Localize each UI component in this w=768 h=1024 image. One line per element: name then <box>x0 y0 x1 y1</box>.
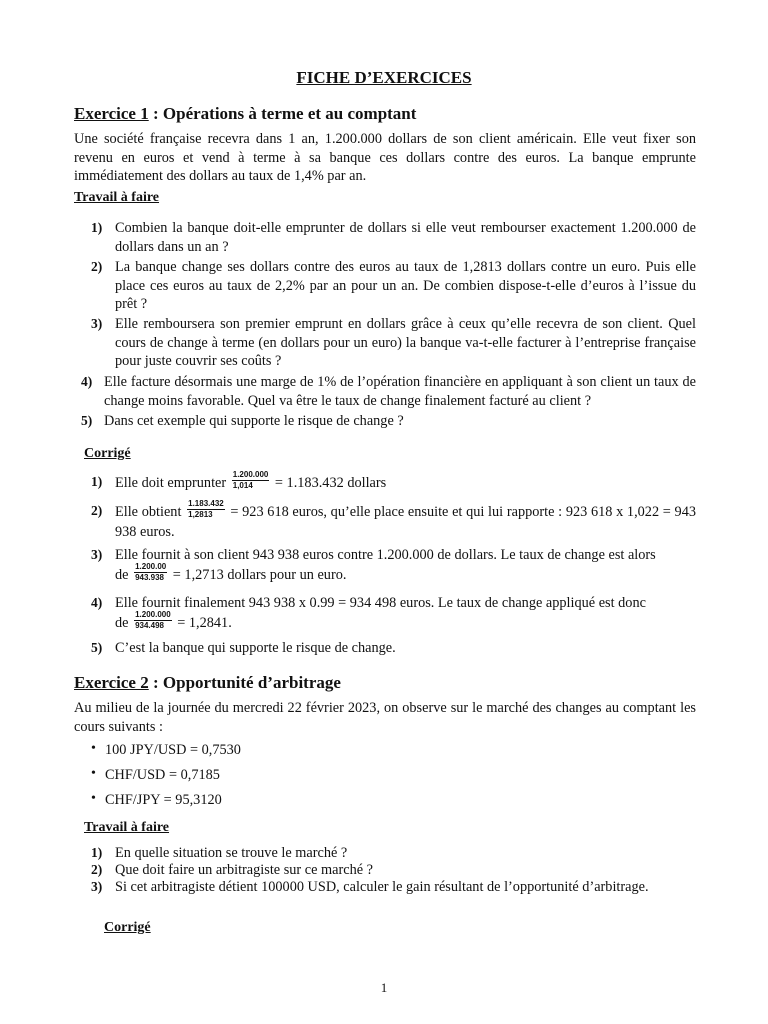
rate-item-1 <box>91 741 241 759</box>
exercise-1-question-5 <box>81 412 696 431</box>
answer-number: 3) <box>91 547 103 562</box>
question-number: 1) <box>91 845 103 860</box>
answer-text-before: Elle obtient <box>115 503 186 520</box>
exercise-1-label: Exercice 1 <box>74 104 149 123</box>
exercise-2-intro: Au milieu de la journée du mercredi 22 février 2023, on observe sur le marché des changes au comptant les cours suivants : <box>74 700 696 735</box>
answer-number: 5) <box>91 640 103 655</box>
fraction <box>232 470 270 491</box>
question-number: 1) <box>91 220 103 235</box>
exercise-1-intro: Une société française recevra dans 1 an, 1.200.000 dollars de son client américain. Elle veut fixer son revenu en euros et vend à terme à sa banque ces dollars contre des euros. La banque emprunte immédiatement des dollars au taux de 1,4% par an. <box>74 131 696 184</box>
answer-number: 4) <box>91 595 103 610</box>
fraction-denominator: 934.498 <box>135 620 164 630</box>
question-number: 4) <box>81 374 93 389</box>
exercise-1-heading <box>74 104 416 124</box>
bullet-glyph: • <box>91 741 96 756</box>
question-text: Elle remboursera son premier emprunt en dollars grâce à ceux qu’elle recevra de son client. Quel cours de change à terme (en dollars pour un euro) la banque va-t-elle facturer à l’entreprise française pour juste couvrir ses coûts ? <box>115 316 696 369</box>
exercise-2-heading <box>74 673 341 693</box>
exercise-2-travail-heading: Travail à faire <box>84 820 170 835</box>
fraction <box>134 610 172 631</box>
exercise-1-corrige-heading: Corrigé <box>84 446 131 461</box>
answer-text-before: Elle doit emprunter <box>115 474 230 491</box>
exercise-1-answer-5 <box>91 639 696 658</box>
exercise-2-label: Exercice 2 <box>74 673 149 692</box>
fraction-denominator: 1,2813 <box>188 510 213 519</box>
bullet-glyph: • <box>91 766 96 781</box>
rate-text: CHF/JPY = 95,3120 <box>105 792 222 808</box>
fraction-numerator: 1.200.000 <box>135 609 171 619</box>
rate-text: 100 JPY/USD = 0,7530 <box>105 742 241 758</box>
exercise-2-question-3 <box>91 878 696 897</box>
exercise-2-question-2 <box>91 861 696 880</box>
fraction-denominator: 943.938 <box>135 572 164 582</box>
answer-number: 1) <box>91 474 103 489</box>
exercise-1-question-2 <box>91 258 696 314</box>
question-text: Combien la banque doit-elle emprunter de dollars si elle veut rembourser exactement 1.200.000 de dollars dans un an ? <box>115 220 696 255</box>
answer-number: 2) <box>91 503 103 518</box>
rate-item-3 <box>91 791 222 809</box>
bullet-glyph: • <box>91 791 96 806</box>
answer-text: C’est la banque qui supporte le risque de change. <box>115 640 396 656</box>
fraction <box>187 499 225 520</box>
answer-text-after: = 923 618 euros, qu’elle place ensuite et qui lui rapporte : 923 618 x 1,022 = 943 938 euros. <box>115 503 696 540</box>
question-number: 2) <box>91 259 103 274</box>
fraction <box>134 562 167 583</box>
answer-text-after: = 1.183.432 dollars <box>271 474 387 491</box>
question-number: 3) <box>91 316 103 331</box>
question-text: Que doit faire un arbitragiste sur ce marché ? <box>115 862 374 878</box>
answer-line-1: Elle fournit à son client 943 938 euros contre 1.200.000 de dollars. Le taux de change est alors <box>115 547 656 563</box>
fraction-numerator: 1.200.000 <box>232 470 269 479</box>
exercise-1-question-3 <box>91 315 696 371</box>
exercise-2-question-1 <box>91 844 696 863</box>
fraction-denominator: 1,014 <box>232 481 253 490</box>
answer-text-before: de <box>115 566 133 583</box>
exercise-1-travail-heading: Travail à faire <box>74 190 160 205</box>
exercise-1-question-1 <box>91 219 696 256</box>
exercise-1-name: : Opérations à terme et au comptant <box>148 104 417 123</box>
question-number: 5) <box>81 413 93 428</box>
exercise-1-answer-3 <box>91 546 696 586</box>
page-title: FICHE D’EXERCICES <box>296 68 472 87</box>
answer-text-after: = 1,2713 dollars pour un euro. <box>169 566 347 583</box>
page-number: 1 <box>380 980 388 995</box>
fraction-numerator: 1.183.432 <box>188 499 224 508</box>
exercise-1-question-4 <box>81 373 696 410</box>
answer-text-before: de <box>115 614 133 631</box>
exercise-1-answer-2 <box>91 499 696 542</box>
question-text: Si cet arbitragiste détient 100000 USD, calculer le gain résultant de l’opportunité d’arbitrage. <box>115 879 649 895</box>
exercise-1-answer-1 <box>91 470 696 494</box>
question-text: La banque change ses dollars contre des euros au taux de 1,2813 dollars contre un euro. Puis elle place ces euros au taux de 2,2% par an pour un an. De combien dispose-t-elle d’euros à l’issue du prêt ? <box>115 259 696 312</box>
question-text: En quelle situation se trouve le marché ? <box>115 845 348 861</box>
rate-text: CHF/USD = 0,7185 <box>105 767 220 783</box>
exercise-2-corrige-heading: Corrigé <box>104 920 151 935</box>
rate-item-2 <box>91 766 220 784</box>
question-text: Elle facture désormais une marge de 1% de l’opération financière en appliquant à son client un taux de change moins favorable. Quel va être le taux de change finalement facturé au client ? <box>104 374 696 409</box>
answer-text-after: = 1,2841. <box>173 614 232 631</box>
exercise-1-answer-4 <box>91 594 696 634</box>
fraction-numerator: 1.200.00 <box>135 561 167 571</box>
exercise-2-name: : Opportunité d’arbitrage <box>148 673 341 692</box>
answer-line-1: Elle fournit finalement 943 938 x 0.99 = 934 498 euros. Le taux de change appliqué est donc <box>115 595 646 611</box>
question-text: Dans cet exemple qui supporte le risque de change ? <box>104 413 404 429</box>
question-number: 2) <box>91 862 103 877</box>
question-number: 3) <box>91 879 103 894</box>
